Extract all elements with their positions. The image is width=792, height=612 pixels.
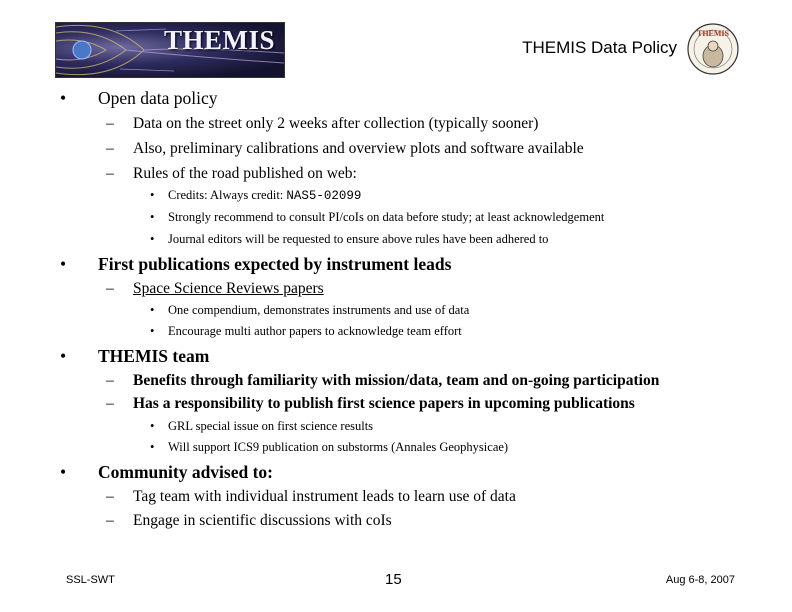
subitem-text: Encourage multi author papers to acknowledge team effort	[168, 324, 462, 338]
bullet-marker: •	[60, 254, 67, 274]
dash-marker: –	[106, 395, 114, 412]
subitem-text: One compendium, demonstrates instruments and use of data	[168, 303, 470, 317]
bullet-marker: •	[60, 88, 67, 108]
footer-left: SSL-SWT	[66, 574, 115, 586]
bullet-marker: •	[150, 440, 155, 454]
grant-number: NAS5-02099	[286, 189, 362, 203]
item-text: Tag team with individual instrument leads to learn use of data	[133, 488, 516, 505]
space-science-reviews-link[interactable]: Space Science Reviews papers	[133, 280, 324, 297]
item-text: Data on the street only 2 weeks after collection (typically sooner)	[133, 115, 539, 132]
bullet-marker: •	[150, 188, 155, 202]
bullet-marker: •	[150, 232, 155, 246]
subitem-text: GRL special issue on first science results	[168, 419, 374, 433]
item-text: Also, preliminary calibrations and overview plots and software available	[133, 140, 584, 157]
mission-logo-text: THEMIS	[696, 29, 730, 38]
dash-marker: –	[106, 372, 114, 389]
section-1-heading: Open data policy	[98, 88, 218, 108]
themis-mission-patch-logo	[686, 22, 740, 76]
dash-marker: –	[106, 512, 114, 529]
themis-banner-logo	[55, 22, 285, 78]
subitem-text	[168, 188, 361, 203]
subitem-text: Will support ICS9 publication on substorms (Annales Geophysicae)	[168, 440, 509, 454]
section-2-heading: First publications expected by instrument leads	[98, 254, 452, 274]
bullet-marker: •	[150, 324, 155, 338]
footer-date: Aug 6-8, 2007	[665, 574, 735, 586]
section-3-heading: THEMIS team	[98, 346, 210, 366]
bullet-marker: •	[150, 419, 155, 433]
item-text: Rules of the road published on web:	[133, 165, 357, 182]
bullet-marker: •	[60, 346, 67, 366]
bullet-marker: •	[150, 303, 155, 317]
credits-prefix: Credits: Always credit:	[168, 188, 287, 202]
bullet-marker: •	[150, 210, 155, 224]
dash-marker: –	[106, 165, 114, 182]
subitem-text: Strongly recommend to consult PI/coIs on data before study; at least acknowledgement	[168, 210, 605, 224]
dash-marker: –	[106, 280, 114, 297]
subitem-text: Journal editors will be requested to ensure above rules have been adhered to	[168, 232, 549, 246]
bullet-marker: •	[60, 462, 67, 482]
dash-marker: –	[106, 140, 114, 157]
page-number: 15	[385, 571, 402, 588]
item-text: Has a responsibility to publish first science papers in upcoming publications	[133, 395, 635, 412]
banner-title: THEMIS	[164, 25, 276, 55]
item-text: Benefits through familiarity with mission/data, team and on-going participation	[133, 372, 660, 389]
dash-marker: –	[106, 488, 114, 505]
section-4-heading: Community advised to:	[98, 462, 274, 482]
dash-marker: –	[106, 115, 114, 132]
item-text: Engage in scientific discussions with coIs	[133, 512, 392, 529]
slide-title: THEMIS Data Policy	[522, 38, 677, 57]
